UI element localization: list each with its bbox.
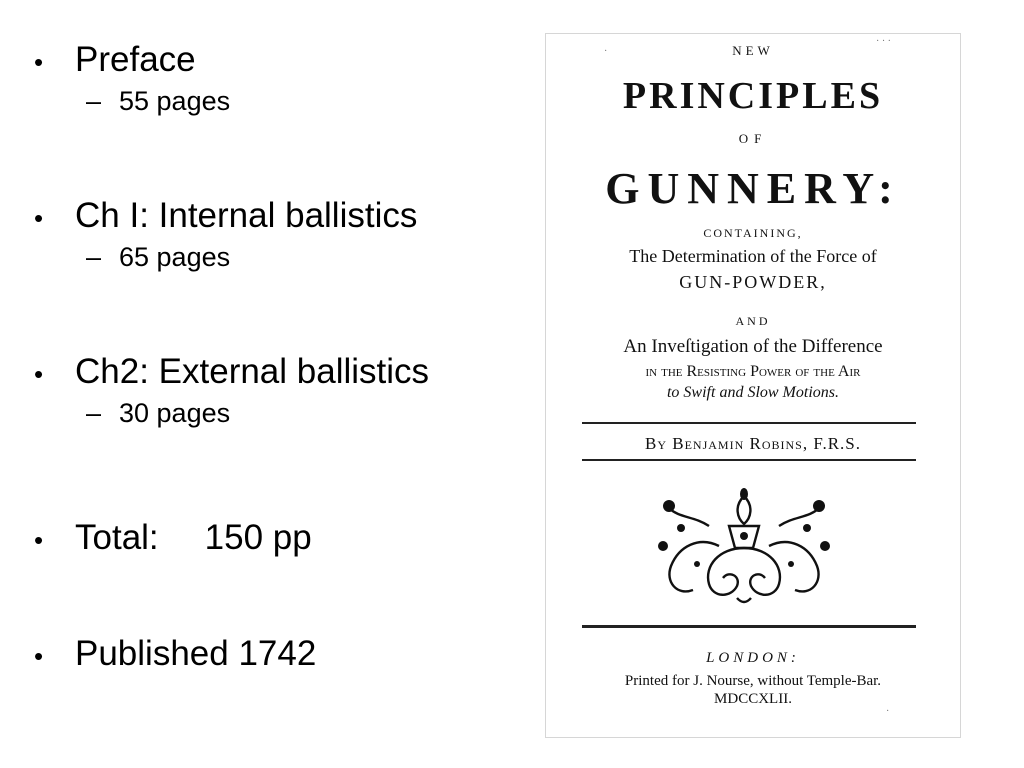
- bullet-dot: •: [34, 203, 44, 233]
- bullet-item-published: [30, 632, 316, 678]
- title-rule-top: [582, 422, 916, 424]
- title-determination: The Determination of the Force of: [629, 246, 877, 266]
- bullet-label: Ch2: External ballistics: [75, 352, 430, 391]
- title-principles: PRINCIPLES: [622, 75, 884, 117]
- bullet-item-preface: [30, 38, 230, 118]
- sub-bullet-label: 65 pages: [119, 242, 231, 272]
- title-gunnery: GUNNERY:: [605, 164, 901, 213]
- ornament-vignette-icon: [649, 486, 839, 606]
- bullet-label: Total:: [75, 518, 159, 557]
- title-of: OF: [738, 131, 768, 146]
- sub-bullet-dash: –: [86, 398, 102, 428]
- sub-bullet-dash: –: [86, 86, 102, 116]
- title-gunpowder: GUN-POWDER,: [679, 272, 827, 292]
- title-new: NEW: [732, 43, 774, 58]
- bullet-item-internal-ballistics: [30, 194, 417, 274]
- book-title-page-image: · · · · NEW PRINCIPLES OF GUNNERY: CONTAINING, The Determination of the Force of GUN-POWDER, AND An Inveſtigation of the Difference in the Resisting Power of the Air to Swift and Slow Motions. By Benjamin Robins, F.R.S. LONDON: Printed for J. Nourse, without Temple-Bar. MDCCXLII. ·: [545, 33, 961, 738]
- bullet-dot: •: [34, 359, 44, 389]
- title-date: MDCCXLII.: [714, 691, 792, 707]
- bullet-label: Preface: [75, 40, 196, 79]
- title-investigation: An Inveſtigation of the Difference: [623, 336, 883, 357]
- title-resisting: in the Resisting Power of the Air: [645, 363, 861, 380]
- bullet-item-external-ballistics: [30, 350, 429, 430]
- bullet-dot: •: [34, 525, 44, 555]
- title-swift-slow: to Swift and Slow Motions.: [666, 384, 839, 401]
- title-containing: CONTAINING,: [703, 226, 803, 240]
- bullet-label: Ch I: Internal ballistics: [75, 196, 418, 235]
- sub-bullet-label: 55 pages: [119, 86, 231, 116]
- title-rule-bottom: [582, 625, 916, 628]
- title-author: By Benjamin Robins, F.R.S.: [645, 434, 861, 453]
- title-printed-for: Printed for J. Nourse, without Temple-Bar.: [624, 673, 882, 689]
- bullet-label: Published 1742: [75, 634, 317, 673]
- total-value: 150 pp: [204, 518, 312, 557]
- title-rule-mid: [582, 459, 916, 461]
- bullet-item-total: [30, 516, 312, 562]
- bullet-dot: •: [34, 47, 44, 77]
- sub-bullet-label: 30 pages: [119, 398, 231, 428]
- bullet-dot: •: [34, 641, 44, 671]
- title-london: LONDON:: [706, 650, 800, 666]
- sub-bullet-dash: –: [86, 242, 102, 272]
- title-and: AND: [735, 314, 771, 328]
